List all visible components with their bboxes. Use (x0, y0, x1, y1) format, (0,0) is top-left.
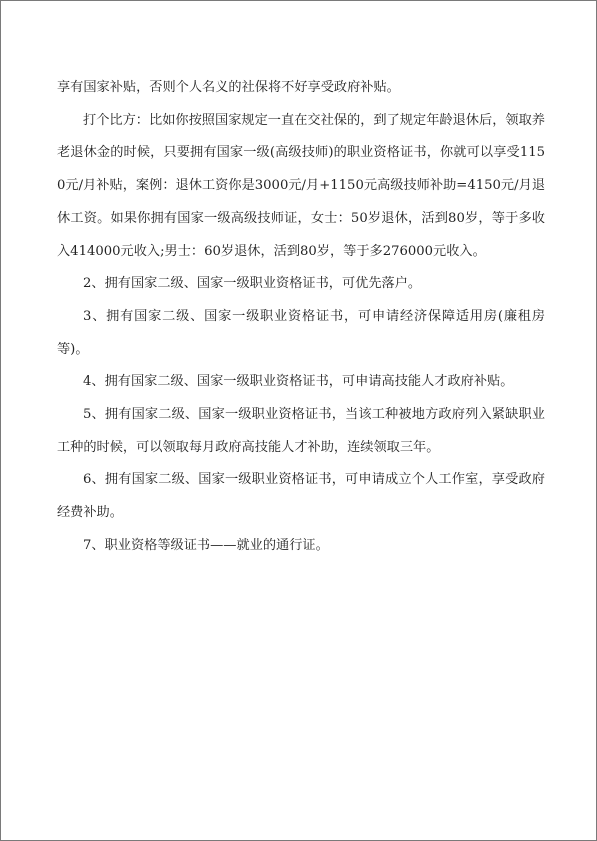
paragraph-continuation: 享有国家补贴，否则个人名义的社保将不好享受政府补贴。 (57, 80, 400, 95)
paragraph-item-7: 7、职业资格等级证书——就业的通行证。 (83, 537, 329, 553)
paragraph-item-6: 6、拥有国家二级、国家一级职业资格证书，可申请成立个人工作室，享受政府经费补助。 (57, 472, 545, 521)
paragraph-item-4: 4、拥有国家二级、国家一级职业资格证书，可申请高技能人才政府补贴。 (83, 374, 514, 390)
paragraph-example: 打个比方：比如你按照国家规定一直在交社保的，到了规定年龄退休后，领取养老退休金的时候，只要拥有国家一级(高级技师)的职业资格证书，你就可以享受1150元/月补贴，案例：退休工资你是3000元/月+1150元高级技师补助=4150元/月退休工资。如果你拥有国家一级高级技师证，女士：50岁退休，活到80岁，等于多收入414000元收入;男士：60岁退休，活到80岁，等于多276000元收入。 (57, 112, 545, 259)
paragraph-item-2: 2、拥有国家二级、国家一级职业资格证书，可优先落户。 (83, 276, 422, 292)
paragraph-item-5: 5、拥有国家二级、国家一级职业资格证书，当该工种被地方政府列入紧缺职业工种的时候，可以领取每月政府高技能人才补助，连续领取三年。 (57, 407, 545, 455)
paragraph-item-3: 3、拥有国家二级、国家一级职业资格证书，可申请经济保障适用房(廉租房等)。 (57, 308, 545, 357)
document-body (57, 72, 545, 563)
